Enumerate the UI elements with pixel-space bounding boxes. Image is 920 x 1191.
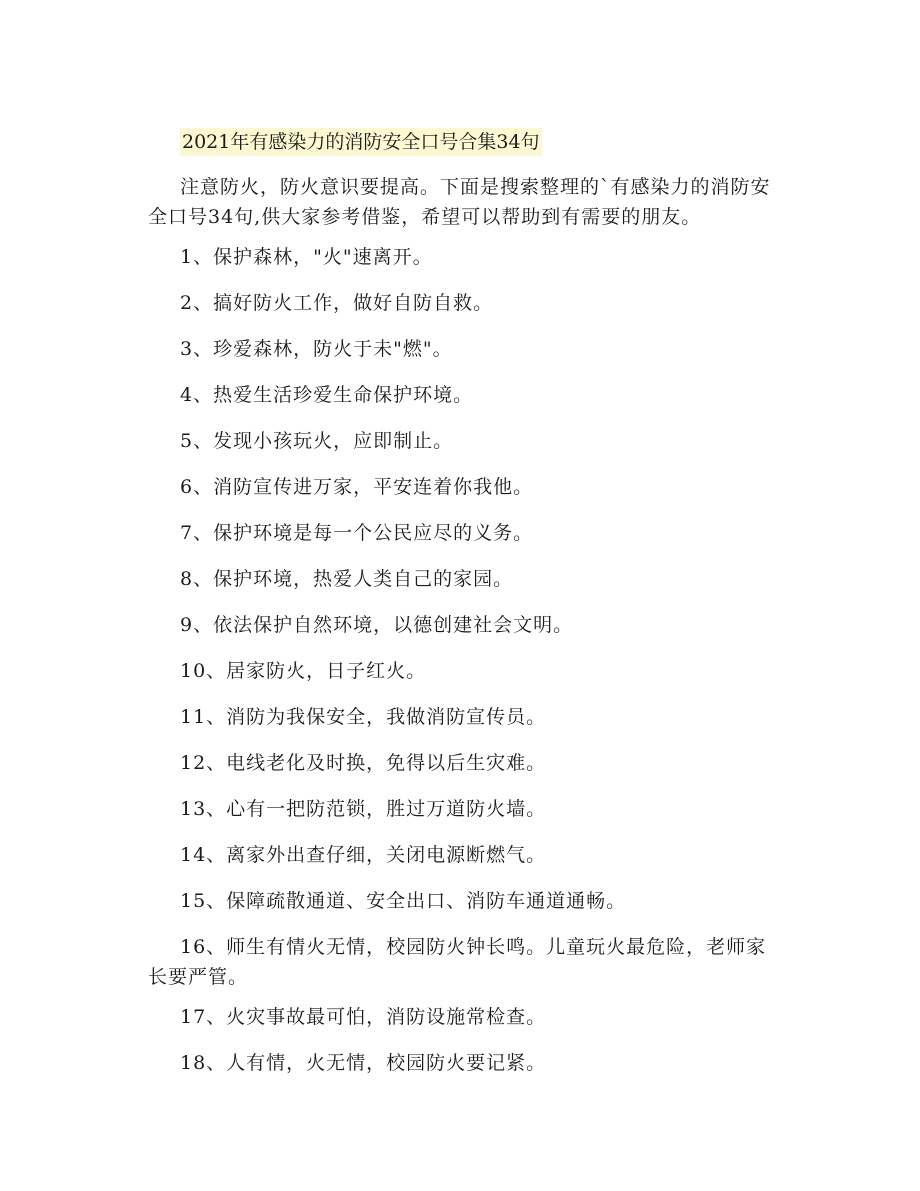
- slogan-item-17: 17、火灾事故最可怕，消防设施常检查。: [180, 1006, 547, 1028]
- slogan-item-10: 10、居家防火，日子红火。: [180, 660, 427, 682]
- slogan-item-9: 9、依法保护自然环境，以德创建社会文明。: [180, 614, 574, 636]
- slogan-item-3: 3、珍爱森林，防火于未"燃"。: [180, 338, 453, 360]
- slogan-item-12: 12、电线老化及时换，免得以后生灾难。: [180, 752, 547, 774]
- slogan-item-7: 7、保护环境是每一个公民应尽的义务。: [180, 522, 534, 544]
- slogan-item-1: 1、保护森林，"火"速离开。: [180, 246, 433, 268]
- slogan-item-5: 5、发现小孩玩火，应即制止。: [180, 430, 454, 452]
- slogan-item-2: 2、搞好防火工作，做好自防自救。: [180, 292, 494, 314]
- slogan-item-11: 11、消防为我保安全，我做消防宣传员。: [180, 706, 547, 728]
- slogan-item-14: 14、离家外出查仔细，关闭电源断燃气。: [180, 844, 547, 866]
- slogan-item-13: 13、心有一把防范锁，胜过万道防火墙。: [180, 798, 547, 820]
- slogan-item-16: 16、师生有情火无情，校园防火钟长鸣。儿童玩火最危险，老师家长要严管。: [148, 936, 767, 988]
- slogan-item-8: 8、保护环境，热爱人类自己的家园。: [180, 568, 514, 590]
- slogan-item-15: 15、保障疏散通道、安全出口、消防车通道通畅。: [180, 890, 627, 912]
- slogan-item-6: 6、消防宣传进万家，平安连着你我他。: [180, 476, 534, 498]
- intro-paragraph: 注意防火，防火意识要提高。下面是搜索整理的`有感染力的消防安全口号34句,供大家参考借鉴，希望可以帮助到有需要的朋友。: [148, 176, 771, 228]
- slogan-item-4: 4、热爱生活珍爱生命保护环境。: [180, 384, 474, 406]
- document-title: 2021年有感染力的消防安全口号合集34句: [180, 128, 542, 156]
- slogan-item-18: 18、人有情，火无情，校园防火要记紧。: [180, 1052, 547, 1074]
